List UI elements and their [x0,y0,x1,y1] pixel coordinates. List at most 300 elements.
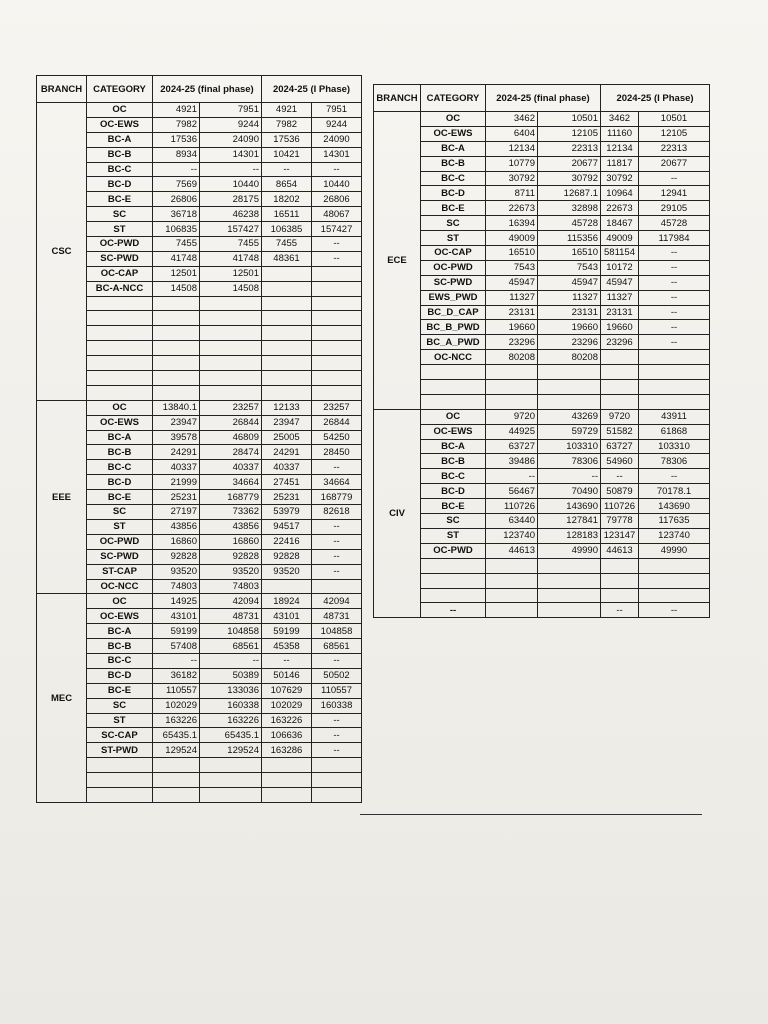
category-cell: BC-D [87,668,153,683]
final-phase-min-cell [486,558,538,573]
category-cell: OC-PWD [421,543,486,558]
table-row [374,454,710,469]
final-phase-max-cell: 12501 [200,266,262,281]
first-phase-min-cell: 11327 [601,290,639,305]
first-phase-min-cell: 49009 [601,231,639,246]
first-phase-max-cell: 50502 [312,668,362,683]
final-phase-max-cell: 10501 [538,112,601,127]
first-phase-max-cell: -- [312,534,362,549]
final-phase-min-cell: 14925 [153,594,200,609]
first-phase-max-cell: -- [639,469,710,484]
branch-cell: MEC [37,594,87,802]
category-cell: OC [421,112,486,127]
first-phase-max-cell: 48067 [312,207,362,222]
first-phase-max-cell: 12941 [639,186,710,201]
final-phase-max-cell: 127841 [538,514,601,529]
final-phase-max-cell: 20677 [538,156,601,171]
table-row [374,409,710,424]
category-cell [421,365,486,380]
first-phase-min-cell: 8654 [262,177,312,192]
final-phase-max-cell: -- [200,653,262,668]
first-phase-max-cell: 49990 [639,543,710,558]
first-phase-max-cell [312,385,362,400]
final-phase-max-cell [200,311,262,326]
first-phase-max-cell: -- [312,519,362,534]
final-phase-max-cell: 26844 [200,415,262,430]
final-phase-min-cell [153,787,200,802]
first-phase-min-cell: 94517 [262,519,312,534]
first-phase-min-cell: -- [601,469,639,484]
final-phase-min-cell: 74803 [153,579,200,594]
final-phase-max-cell: 32898 [538,201,601,216]
final-phase-max-cell: 65435.1 [200,728,262,743]
first-phase-max-cell [639,380,710,395]
final-phase-max-cell: 7543 [538,260,601,275]
first-phase-max-cell: -- [639,335,710,350]
final-phase-max-cell: 157427 [200,222,262,237]
final-phase-max-cell: 103310 [538,439,601,454]
final-phase-min-cell: 8711 [486,186,538,201]
final-phase-min-cell: 41748 [153,251,200,266]
first-phase-max-cell: -- [312,653,362,668]
category-cell: SC-PWD [87,251,153,266]
final-phase-min-cell: 9720 [486,409,538,424]
final-phase-min-cell [153,341,200,356]
final-phase-max-cell: 49990 [538,543,601,558]
category-cell: ST [421,528,486,543]
branch-cell: CSC [37,103,87,401]
first-phase-max-cell [312,579,362,594]
category-cell [87,758,153,773]
final-phase-max-cell [538,573,601,588]
first-phase-header: 2024-25 (I Phase) [601,85,710,112]
category-cell: SC [421,216,486,231]
first-phase-min-cell: -- [601,603,639,618]
final-phase-min-cell [486,573,538,588]
category-cell [87,385,153,400]
final-phase-min-cell: 36182 [153,668,200,683]
first-phase-max-cell [312,326,362,341]
final-phase-max-cell: 160338 [200,698,262,713]
final-phase-max-cell: 46809 [200,430,262,445]
final-phase-min-cell [486,603,538,618]
category-cell: EWS_PWD [421,290,486,305]
table-row [374,558,710,573]
final-phase-max-cell: 16860 [200,534,262,549]
final-phase-max-cell: 163226 [200,713,262,728]
first-phase-min-cell: 163226 [262,713,312,728]
category-cell: OC [87,400,153,415]
category-cell: BC_A_PWD [421,335,486,350]
final-phase-min-cell: 27197 [153,505,200,520]
final-phase-max-cell: 28474 [200,445,262,460]
first-phase-min-cell: 106385 [262,222,312,237]
first-phase-min-cell: 40337 [262,460,312,475]
first-phase-min-cell: 79778 [601,514,639,529]
first-phase-min-cell [601,588,639,603]
category-cell: OC [87,594,153,609]
final-phase-min-cell: 19660 [486,320,538,335]
category-cell: BC_B_PWD [421,320,486,335]
final-phase-max-cell [200,787,262,802]
final-phase-min-cell: 123740 [486,528,538,543]
category-cell: BC-D [421,186,486,201]
final-phase-min-cell [153,311,200,326]
final-phase-min-cell: 22673 [486,201,538,216]
final-phase-max-cell: 40337 [200,460,262,475]
first-phase-min-cell: 19660 [601,320,639,335]
right-header-row [374,85,710,112]
first-phase-min-cell: 23131 [601,305,639,320]
first-phase-min-cell: 7982 [262,117,312,132]
first-phase-min-cell [262,296,312,311]
first-phase-min-cell: 22416 [262,534,312,549]
first-phase-max-cell: 110557 [312,683,362,698]
first-phase-min-cell [601,573,639,588]
first-phase-min-cell: 92828 [262,549,312,564]
first-phase-min-cell: 4921 [262,103,312,118]
first-phase-max-cell [312,773,362,788]
category-cell: BC-C [421,469,486,484]
first-phase-max-cell: -- [639,305,710,320]
first-phase-min-cell [262,266,312,281]
final-phase-max-cell: 12687.1 [538,186,601,201]
final-phase-min-cell: 23947 [153,415,200,430]
final-phase-max-cell: 14301 [200,147,262,162]
final-phase-min-cell: -- [153,653,200,668]
final-phase-min-cell [153,385,200,400]
final-phase-max-cell: 43856 [200,519,262,534]
category-cell [87,787,153,802]
first-phase-max-cell: 82618 [312,505,362,520]
final-phase-min-cell: 39486 [486,454,538,469]
first-phase-min-cell: 11160 [601,126,639,141]
table-row [374,469,710,484]
first-phase-max-cell: -- [312,728,362,743]
final-phase-min-cell: 25231 [153,490,200,505]
first-phase-min-cell [601,558,639,573]
branch-cell: CIV [374,409,421,617]
final-phase-min-cell: 36718 [153,207,200,222]
final-phase-min-cell: 12501 [153,266,200,281]
first-phase-min-cell: 163286 [262,743,312,758]
first-phase-max-cell: 117635 [639,514,710,529]
final-phase-min-cell: 7569 [153,177,200,192]
final-phase-max-cell: 28175 [200,192,262,207]
first-phase-max-cell: -- [312,713,362,728]
first-phase-max-cell: 123740 [639,528,710,543]
category-header: CATEGORY [87,76,153,103]
category-cell: OC-EWS [87,609,153,624]
final-phase-max-cell: 42094 [200,594,262,609]
final-phase-min-cell: -- [486,469,538,484]
first-phase-max-cell: 43911 [639,409,710,424]
first-phase-min-cell: 51582 [601,424,639,439]
category-cell: ST [87,222,153,237]
final-phase-max-cell: 19660 [538,320,601,335]
table-row [374,588,710,603]
final-phase-max-cell: 43269 [538,409,601,424]
final-phase-min-cell: 7982 [153,117,200,132]
category-cell: ST-CAP [87,564,153,579]
first-phase-min-cell [262,326,312,341]
category-cell [421,394,486,409]
final-phase-min-cell: 56467 [486,484,538,499]
category-cell: ST [421,231,486,246]
first-phase-max-cell: 12105 [639,126,710,141]
first-phase-min-cell [601,365,639,380]
first-phase-min-cell: 50146 [262,668,312,683]
final-phase-min-cell [153,326,200,341]
final-phase-min-cell: 11327 [486,290,538,305]
first-phase-min-cell: 110726 [601,499,639,514]
first-phase-min-cell: 7455 [262,237,312,252]
category-cell [87,371,153,386]
final-phase-min-cell: 12134 [486,141,538,156]
category-cell: BC-A [87,132,153,147]
final-phase-min-cell: 14508 [153,281,200,296]
table-row [374,126,710,141]
first-phase-max-cell [312,311,362,326]
first-phase-min-cell [262,385,312,400]
first-phase-min-cell: 43101 [262,609,312,624]
category-cell: OC-PWD [87,534,153,549]
table-row [374,573,710,588]
final-phase-min-cell: 13840.1 [153,400,200,415]
category-cell: OC-EWS [87,117,153,132]
table-row [374,380,710,395]
final-phase-max-cell [538,394,601,409]
first-phase-max-cell: 26806 [312,192,362,207]
first-phase-max-cell: 28450 [312,445,362,460]
category-cell: SC-CAP [87,728,153,743]
first-phase-max-cell: -- [639,246,710,261]
final-phase-min-cell: 30792 [486,171,538,186]
category-cell [421,380,486,395]
first-phase-min-cell: -- [262,162,312,177]
branch-cell: ECE [374,112,421,410]
table-row [374,320,710,335]
first-phase-max-cell: -- [639,290,710,305]
final-phase-max-cell: 68561 [200,639,262,654]
final-phase-max-cell: 9244 [200,117,262,132]
first-phase-min-cell: 54960 [601,454,639,469]
first-phase-max-cell [312,758,362,773]
category-cell: OC-CAP [421,246,486,261]
final-phase-min-cell: 4921 [153,103,200,118]
first-phase-min-cell: -- [262,653,312,668]
category-cell: BC-C [87,653,153,668]
table-row [374,275,710,290]
first-phase-min-cell: 102029 [262,698,312,713]
first-phase-max-cell: -- [312,251,362,266]
final-phase-max-cell: 34664 [200,475,262,490]
first-phase-min-cell: 23296 [601,335,639,350]
final-phase-max-cell: 128183 [538,528,601,543]
final-phase-min-cell: 16510 [486,246,538,261]
final-phase-max-cell: 143690 [538,499,601,514]
first-phase-max-cell [312,341,362,356]
first-phase-min-cell [262,579,312,594]
category-cell [421,558,486,573]
first-phase-min-cell [262,341,312,356]
first-phase-max-cell: -- [312,564,362,579]
first-phase-min-cell: 9720 [601,409,639,424]
first-phase-min-cell: 107629 [262,683,312,698]
final-phase-min-cell: 59199 [153,624,200,639]
first-phase-min-cell: 18924 [262,594,312,609]
table-row [374,112,710,127]
table-row [374,499,710,514]
final-phase-max-cell: 50389 [200,668,262,683]
category-cell: OC-EWS [421,424,486,439]
first-phase-min-cell [262,281,312,296]
first-phase-max-cell: 29105 [639,201,710,216]
first-phase-max-cell: 14301 [312,147,362,162]
final-phase-max-cell [538,603,601,618]
first-phase-min-cell: 22673 [601,201,639,216]
final-phase-max-cell: 70490 [538,484,601,499]
branch-header: BRANCH [37,76,87,103]
first-phase-min-cell [262,758,312,773]
final-phase-min-cell: 17536 [153,132,200,147]
final-phase-min-cell: 16860 [153,534,200,549]
final-phase-min-cell [486,380,538,395]
final-phase-max-cell: 14508 [200,281,262,296]
final-phase-max-cell: 41748 [200,251,262,266]
category-cell: OC-PWD [421,260,486,275]
final-phase-min-cell: 110726 [486,499,538,514]
category-cell: -- [421,603,486,618]
first-phase-min-cell: 10172 [601,260,639,275]
first-phase-max-cell: 7951 [312,103,362,118]
category-cell: BC-D [87,475,153,490]
final-phase-min-cell: 49009 [486,231,538,246]
final-phase-max-cell: 168779 [200,490,262,505]
final-phase-max-cell [538,365,601,380]
first-phase-max-cell: 68561 [312,639,362,654]
first-phase-max-cell: 10501 [639,112,710,127]
final-phase-max-cell: 48731 [200,609,262,624]
first-phase-min-cell: 30792 [601,171,639,186]
category-cell: BC-E [421,499,486,514]
first-phase-max-cell: -- [312,743,362,758]
final-phase-max-cell: 22313 [538,141,601,156]
first-phase-max-cell: 10440 [312,177,362,192]
table-row [374,543,710,558]
final-phase-min-cell: 24291 [153,445,200,460]
first-phase-max-cell: -- [639,320,710,335]
left-cutoff-table [36,75,362,803]
final-phase-min-cell [486,394,538,409]
final-phase-max-cell: 7951 [200,103,262,118]
table-row [37,103,362,118]
category-cell: SC [87,207,153,222]
first-phase-max-cell: 48731 [312,609,362,624]
category-cell [87,326,153,341]
first-phase-max-cell: -- [639,275,710,290]
category-cell: BC-A [421,439,486,454]
first-phase-min-cell: 48361 [262,251,312,266]
first-phase-max-cell: 26844 [312,415,362,430]
first-phase-min-cell [262,773,312,788]
table-row [374,171,710,186]
category-cell: SC [421,514,486,529]
first-phase-min-cell: 45947 [601,275,639,290]
first-phase-max-cell: -- [312,549,362,564]
table-row [374,335,710,350]
first-phase-min-cell: 12133 [262,400,312,415]
final-phase-min-cell: 3462 [486,112,538,127]
category-cell: BC-E [87,192,153,207]
final-phase-max-cell: 24090 [200,132,262,147]
first-phase-min-cell: 10964 [601,186,639,201]
first-phase-max-cell: 143690 [639,499,710,514]
first-phase-min-cell [262,356,312,371]
final-phase-max-cell [200,773,262,788]
final-phase-max-cell: -- [200,162,262,177]
category-cell: BC-C [87,162,153,177]
final-phase-min-cell [153,773,200,788]
final-phase-min-cell [486,588,538,603]
final-phase-min-cell [153,356,200,371]
category-cell: BC-B [421,454,486,469]
final-phase-max-cell: 80208 [538,350,601,365]
final-phase-max-cell: 115356 [538,231,601,246]
final-phase-min-cell [153,371,200,386]
final-phase-max-cell: 129524 [200,743,262,758]
first-phase-min-cell: 53979 [262,505,312,520]
final-phase-min-cell: 44925 [486,424,538,439]
final-phase-min-cell: 65435.1 [153,728,200,743]
first-phase-min-cell: 25005 [262,430,312,445]
final-phase-max-cell [200,371,262,386]
first-phase-min-cell: 59199 [262,624,312,639]
category-cell: BC-E [421,201,486,216]
table-row [374,394,710,409]
first-phase-max-cell: 42094 [312,594,362,609]
category-cell [87,341,153,356]
category-cell: BC-B [87,639,153,654]
category-cell: OC-NCC [87,579,153,594]
category-cell: BC-C [87,460,153,475]
final-phase-max-cell: 16510 [538,246,601,261]
first-phase-max-cell: -- [639,260,710,275]
final-phase-max-cell: 23131 [538,305,601,320]
branch-header: BRANCH [374,85,421,112]
table-row [374,141,710,156]
first-phase-max-cell: 104858 [312,624,362,639]
final-phase-max-cell [538,588,601,603]
category-cell: BC-E [87,490,153,505]
first-phase-max-cell: -- [639,603,710,618]
final-phase-min-cell: 93520 [153,564,200,579]
first-phase-max-cell: 45728 [639,216,710,231]
final-phase-max-cell [200,385,262,400]
final-phase-max-cell: 23296 [538,335,601,350]
final-phase-min-cell: 26806 [153,192,200,207]
category-cell: BC-A [87,430,153,445]
first-phase-min-cell [601,380,639,395]
category-cell: OC-EWS [87,415,153,430]
final-phase-max-cell [200,758,262,773]
final-phase-max-cell: 93520 [200,564,262,579]
final-phase-max-cell: 104858 [200,624,262,639]
category-cell: OC-CAP [87,266,153,281]
category-cell: BC-A [421,141,486,156]
first-phase-max-cell [639,394,710,409]
table-row [374,484,710,499]
